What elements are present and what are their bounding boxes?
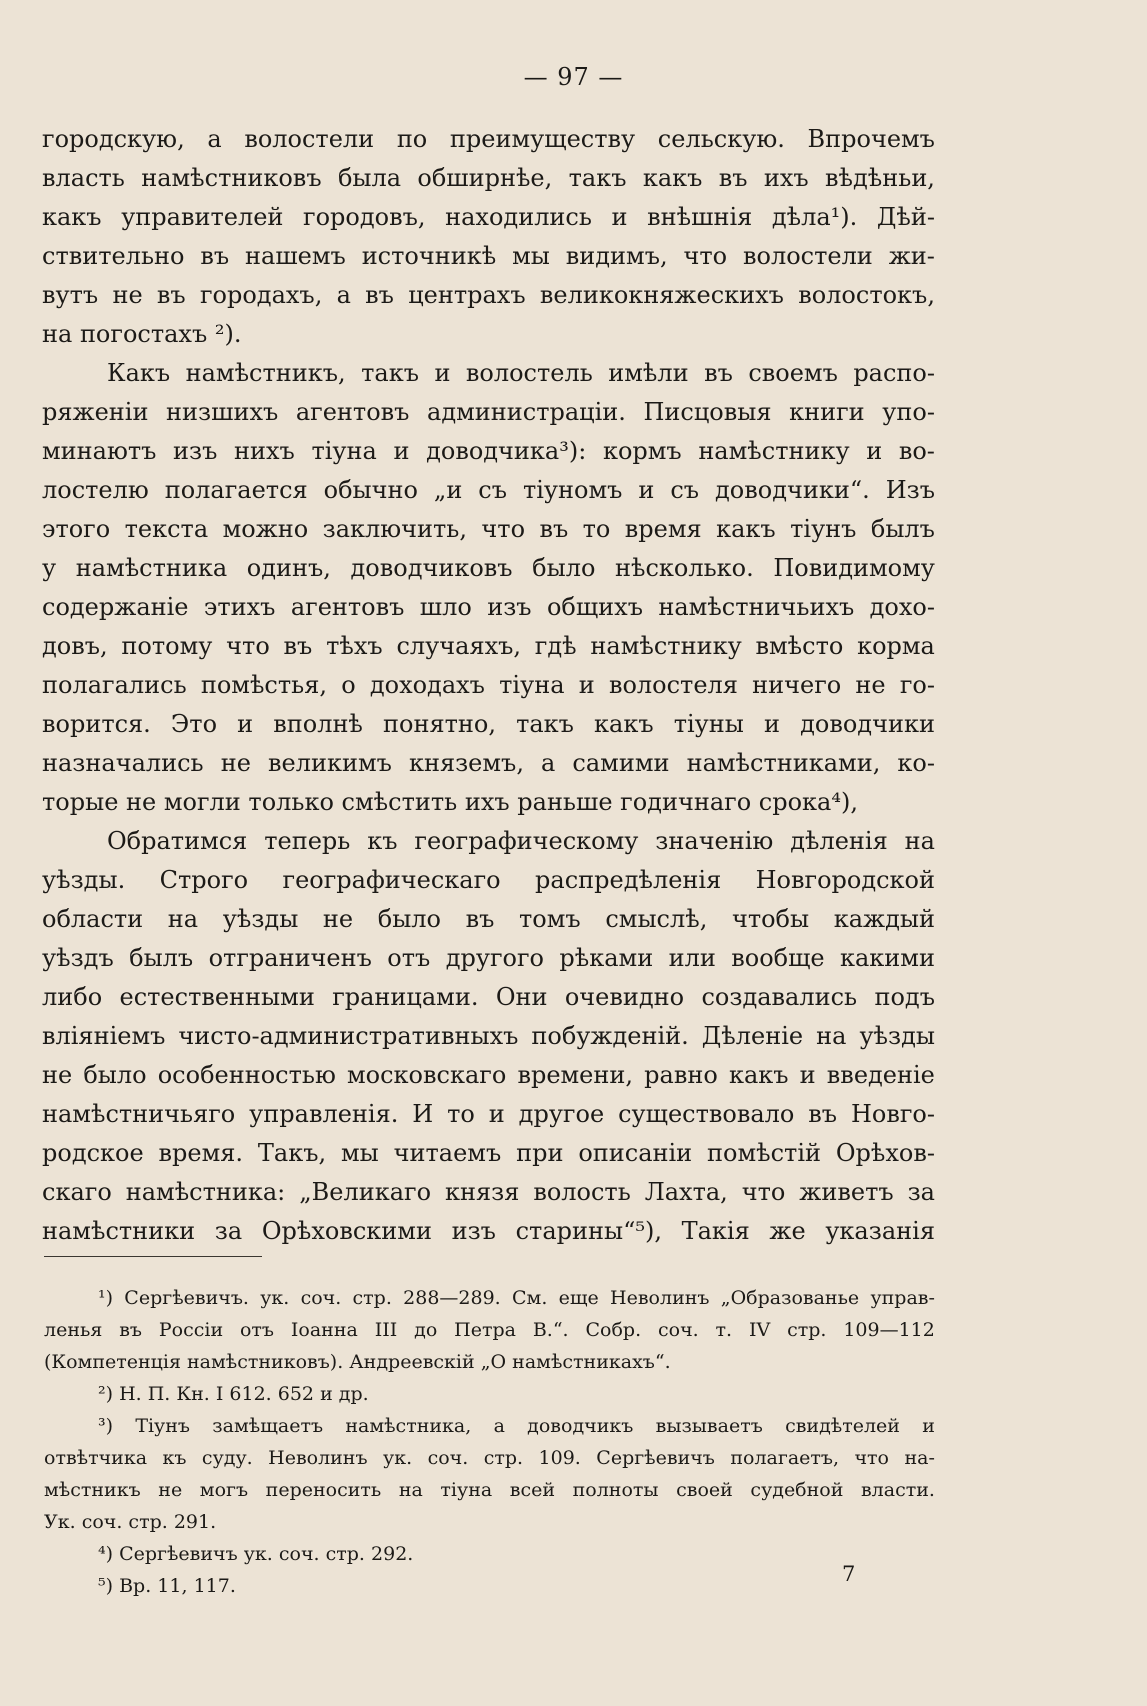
footnote-line: ³) Тіунъ замѣщаетъ намѣстника, а доводчикъ вызываетъ свидѣтелей и	[98, 1415, 935, 1437]
footnote-line: ¹) Сергѣевичъ. ук. соч. стр. 288—289. См. еще Неволинъ „Образованье управ-	[98, 1287, 935, 1309]
text-line: назначались не великимъ княземъ, а самими намѣстниками, ко-	[42, 749, 935, 777]
footnote-line: ⁵) Вр. 11, 117.	[98, 1575, 236, 1597]
text-line: намѣстничьяго управленія. И то и другое существовало въ Новго-	[42, 1100, 935, 1128]
text-line: уѣздъ былъ отграниченъ отъ другого рѣками или вообще какими	[42, 944, 935, 972]
text-line: городскую, а волостели по преимуществу сельскую. Впрочемъ	[42, 125, 935, 153]
footnote-rule	[44, 1256, 262, 1257]
text-line: этого текста можно заключить, что въ то время какъ тіунъ былъ	[42, 515, 935, 543]
text-line: не было особенностью московскаго времени, равно какъ и введеніе	[42, 1061, 935, 1089]
text-line: ворится. Это и вполнѣ понятно, такъ какъ тіуны и доводчики	[42, 710, 935, 738]
text-line: либо естественными границами. Они очевидно создавались подъ	[42, 983, 935, 1011]
footnote-line: ⁴) Сергѣевичъ ук. соч. стр. 292.	[98, 1543, 414, 1565]
text-line: лостелю полагается обычно „и съ тіуномъ и съ доводчики“. Изъ	[42, 476, 935, 504]
footnote-line: ленья въ Россіи отъ Іоанна III до Петра В.“. Собр. соч. т. IV стр. 109—112	[44, 1319, 935, 1341]
text-line: власть намѣстниковъ была обширнѣе, такъ какъ въ ихъ вѣдѣньи,	[42, 164, 935, 192]
footnote-line: (Компетенція намѣстниковъ). Андреевскій „О намѣстникахъ“.	[44, 1351, 671, 1373]
text-line: содержаніе этихъ агентовъ шло изъ общихъ намѣстничьихъ дохо-	[42, 593, 935, 621]
body-text	[42, 120, 935, 1251]
text-line: Какъ намѣстникъ, такъ и волостель имѣли въ своемъ распо-	[107, 359, 935, 387]
text-line: довъ, потому что въ тѣхъ случаяхъ, гдѣ намѣстнику вмѣсто корма	[42, 632, 935, 660]
footnote-line: ²) Н. П. Кн. I 612. 652 и др.	[98, 1383, 369, 1405]
footnotes	[44, 1282, 935, 1602]
text-line: минаютъ изъ нихъ тіуна и доводчика³): кормъ намѣстнику и во-	[42, 437, 935, 465]
text-line: на погостахъ ²).	[42, 320, 242, 348]
text-line: вліяніемъ чисто-административныхъ побужденій. Дѣленіе на уѣзды	[42, 1022, 935, 1050]
text-line: полагались помѣстья, о доходахъ тіуна и волостеля ничего не го-	[42, 671, 935, 699]
text-line: области на уѣзды не было въ томъ смыслѣ, чтобы каждый	[42, 905, 935, 933]
page-number: — 97 —	[523, 63, 624, 91]
text-line: уѣзды. Строго географическаго распредѣленія Новгородской	[42, 866, 935, 894]
printer-signature-mark: 7	[842, 1562, 856, 1586]
text-line: скаго намѣстника: „Великаго князя волость Лахта, что живетъ за	[42, 1178, 935, 1206]
text-line: у намѣстника одинъ, доводчиковъ было нѣсколько. Повидимому	[42, 554, 935, 582]
footnote-line: отвѣтчика къ суду. Неволинъ ук. соч. стр. 109. Сергѣевичъ полагаетъ, что на-	[44, 1447, 935, 1469]
text-line: ствительно въ нашемъ источникѣ мы видимъ, что волостели жи-	[42, 242, 935, 270]
text-line: Обратимся теперь къ географическому значенію дѣленія на	[107, 827, 935, 855]
footnote-line: Ук. соч. стр. 291.	[44, 1511, 217, 1533]
text-line: вутъ не въ городахъ, а въ центрахъ великокняжескихъ волостокъ,	[42, 281, 935, 309]
text-line: родское время. Такъ, мы читаемъ при описаніи помѣстій Орѣхов-	[42, 1139, 935, 1167]
text-line: намѣстники за Орѣховскими изъ старины“⁵), Такія же указанія	[42, 1217, 935, 1245]
text-line: торые не могли только смѣстить ихъ раньше годичнаго срока⁴),	[42, 788, 858, 816]
text-line: какъ управителей городовъ, находились и внѣшнія дѣла¹). Дѣй-	[42, 203, 935, 231]
footnote-line: мѣстникъ не могъ переносить на тіуна всей полноты своей судебной власти.	[44, 1479, 935, 1501]
text-line: ряженіи низшихъ агентовъ администраціи. Писцовыя книги упо-	[42, 398, 935, 426]
